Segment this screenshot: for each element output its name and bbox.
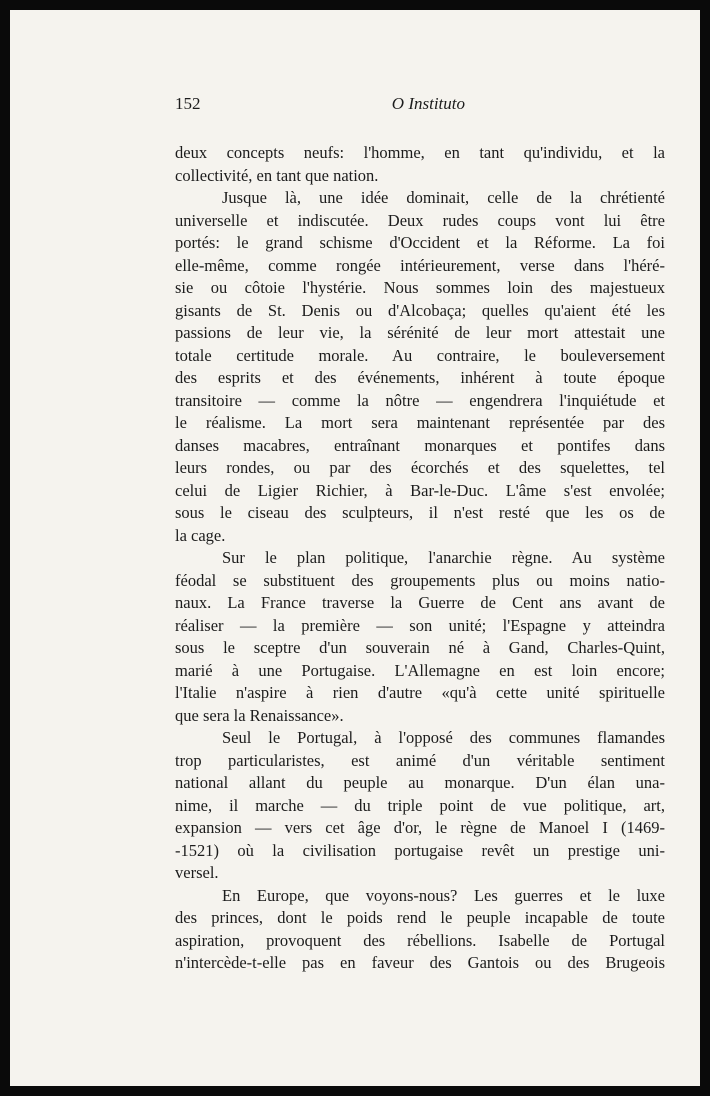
text-line: leurs rondes, ou par des écorchés et des squelettes, tel — [175, 458, 665, 477]
text-line: gisants de St. Denis ou d'Alcobaça; quelles qu'aient été les — [175, 300, 665, 320]
text-line: des princes, dont le poids rend le peuple incapable de toute — [175, 908, 665, 927]
text-line: Sur le plan politique, l'anarchie règne. Au système — [222, 548, 665, 567]
text-line: deux concepts neufs: l'homme, en tant qu'individu, et la — [175, 143, 665, 162]
text-line: naux. La France traverse la Guerre de Cent ans avant de — [175, 593, 665, 612]
text-line: sie ou côtoie l'hystérie. Nous sommes loin des majestueux — [175, 278, 665, 297]
text-line: passions de leur vie, la sérénité de leur mort attestait une — [175, 323, 665, 342]
book-page — [10, 10, 700, 1086]
text-line: que sera la Renaissance». — [175, 705, 344, 725]
text-line: aspiration, provoquent des rébellions. Isabelle de Portugal — [175, 930, 665, 950]
text-line: danses macabres, entraînant monarques et pontifes dans — [175, 435, 665, 455]
text-line: universelle et indiscutée. Deux rudes coups vont lui être — [175, 210, 665, 230]
text-line: totale certitude morale. Au contraire, le bouleversement — [175, 345, 665, 365]
text-line: versel. — [175, 863, 219, 882]
text-line: marié à une Portugaise. L'Allemagne en est loin encore; — [175, 660, 665, 680]
text-line: collectivité, en tant que nation. — [175, 165, 379, 185]
text-line: n'intercède-t-elle pas en faveur des Gantois ou des Brugeois — [175, 953, 665, 972]
running-title: O Instituto — [391, 94, 465, 113]
text-line: la cage. — [175, 525, 226, 545]
text-line: le réalisme. La mort sera maintenant représentée par des — [175, 413, 665, 432]
text-line: Seul le Portugal, à l'opposé des communes flamandes — [222, 728, 665, 747]
text-line: trop particularistes, est animé d'un véritable sentiment — [175, 750, 665, 770]
text-line: nime, il marche — du triple point de vue politique, art, — [175, 795, 665, 815]
text-line: sous le ciseau des sculpteurs, il n'est resté que les os de — [175, 503, 665, 522]
text-line: national allant du peuple au monarque. D'un élan una- — [175, 773, 665, 792]
page-header — [175, 94, 465, 118]
text-line: portés: le grand schisme d'Occident et la Réforme. La foi — [175, 233, 665, 252]
text-line: Jusque là, une idée dominait, celle de la chrétienté — [222, 188, 665, 207]
text-line: sous le sceptre d'un souverain né à Gand, Charles-Quint, — [175, 638, 665, 657]
text-line: transitoire — comme la nôtre — engendrera l'inquiétude et — [175, 390, 665, 410]
text-line: féodal se substituent des groupements plus ou moins natio- — [175, 570, 665, 590]
body-text — [175, 142, 665, 975]
text-line: celui de Ligier Richier, à Bar-le-Duc. L'âme s'est envolée; — [175, 480, 665, 500]
page-number: 152 — [175, 94, 201, 113]
text-line: expansion — vers cet âge d'or, le règne de Manoel I (1469- — [175, 818, 665, 837]
text-line: l'Italie n'aspire à rien d'autre «qu'à cette unité spirituelle — [175, 683, 665, 702]
text-line: elle-même, comme rongée intérieurement, verse dans l'héré- — [175, 255, 665, 275]
text-line: En Europe, que voyons-nous? Les guerres et le luxe — [222, 885, 665, 905]
text-line: réaliser — la première — son unité; l'Espagne y atteindra — [175, 615, 665, 635]
text-line: des esprits et des événements, inhérent à toute époque — [175, 368, 665, 387]
text-line: -1521) où la civilisation portugaise revêt un prestige uni- — [175, 840, 665, 860]
